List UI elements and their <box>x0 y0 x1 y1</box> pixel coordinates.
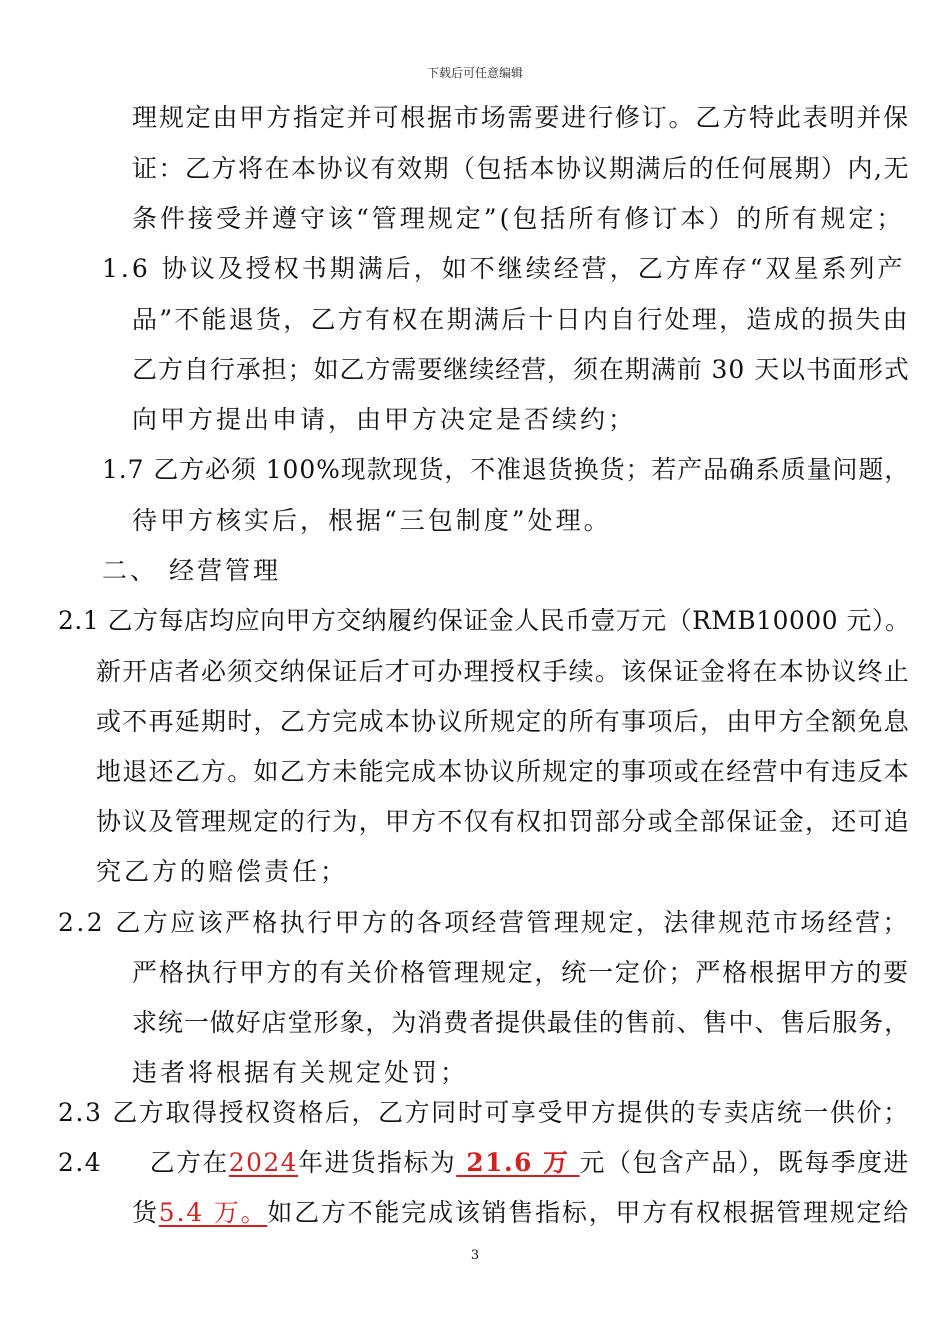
text-line: 严格执行甲方的有关价格管理规定，统一定价；严格根据甲方的要 <box>132 958 911 987</box>
text-line: 1.6 协议及授权书期满后，如不继续经营，乙方库存“双星系列产 <box>102 254 906 283</box>
text-line: 向甲方提出申请，由甲方决定是否续约； <box>132 405 637 434</box>
page-number: 3 <box>470 1248 480 1263</box>
text-line: 理规定由甲方指定并可根据市场需要进行修订。乙方特此表明并保 <box>132 103 911 132</box>
text-line: 2.1 乙方每店均应向甲方交纳履约保证金人民币壹万元（RMB10000 元）。 <box>58 606 911 635</box>
text-line: 新开店者必须交纳保证后才可办理授权手续。该保证金将在本协议终止 <box>96 657 911 686</box>
text-line: 地退还乙方。如乙方未能完成本协议所规定的事项或在经营中有违反本 <box>96 757 911 786</box>
text-run: 年进货指标为 <box>298 1148 457 1177</box>
annual-target-value: 21.6 万 <box>456 1148 580 1177</box>
text-line: 品”不能退货，乙方有权在期满后十日内自行处理，造成的损失由 <box>132 305 910 334</box>
text-run: 如乙方不能完成该销售指标，甲方有权根据管理规定给 <box>267 1198 911 1227</box>
text-line: 二、 经营管理 <box>102 556 281 585</box>
clause-2-4-line-2 <box>132 1200 910 1225</box>
text-line: 证：乙方将在本协议有效期（包括本协议期满后的任何展期）内,无 <box>132 154 910 183</box>
text-line: 待甲方核实后，根据“三包制度”处理。 <box>132 506 612 535</box>
text-line: 究乙方的赔偿责任； <box>96 857 349 886</box>
text-line: 乙方自行承担；如乙方需要继续经营，须在期满前 30 天以书面形式 <box>132 355 910 384</box>
text-run: 乙方在 <box>149 1148 229 1177</box>
text-line: 2.2 乙方应该严格执行甲方的各项经营管理规定，法律规范市场经营； <box>58 908 910 937</box>
text-line: 求统一做好店堂形象，为消费者提供最佳的售前、售中、售后服务， <box>132 1008 911 1037</box>
text-run: 元（包含产品），既每季度进 <box>579 1148 910 1177</box>
clause-2-4-line <box>58 1150 910 1175</box>
clause-number: 2.4 <box>58 1148 103 1177</box>
text-line: 或不再延期时，乙方完成本协议所规定的所有事项后，由甲方全额免息 <box>96 707 911 736</box>
text-line: 违者将根据有关规定处罚； <box>132 1058 469 1087</box>
text-line: 1.7 乙方必须 100%现款现货，不准退货换货；若产品确系质量问题， <box>102 455 911 484</box>
page-header: 下载后可任意编辑 <box>426 66 523 80</box>
text-run: 货 <box>132 1198 159 1227</box>
year-value: 2024 <box>228 1148 299 1177</box>
text-line: 2.3 乙方取得授权资格后，乙方同时可享受甲方提供的专卖店统一供价； <box>58 1098 910 1127</box>
quarter-target-value: 5.4 万。 <box>158 1198 268 1227</box>
text-line: 协议及管理规定的行为，甲方不仅有权扣罚部分或全部保证金，还可追 <box>96 807 911 836</box>
text-line: 条件接受并遵守该“管理规定”(包括所有修订本）的所有规定； <box>132 204 905 233</box>
